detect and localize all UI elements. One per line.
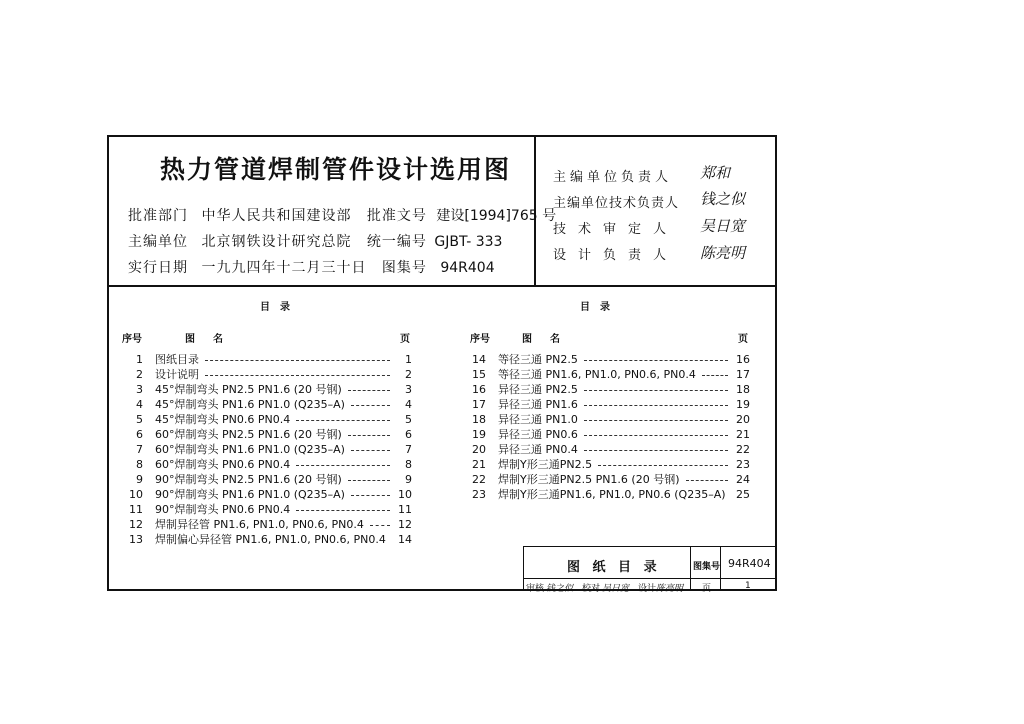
catalog-row — [470, 442, 750, 457]
catalog-row-number: 18 — [472, 413, 486, 426]
leader-dots — [351, 495, 390, 496]
leader-dots — [598, 465, 728, 466]
catalog-row — [127, 367, 412, 382]
leader-dots — [584, 420, 728, 421]
title-block-atlas-label: 图集号 — [693, 562, 721, 572]
catalog-row-number: 4 — [136, 398, 143, 411]
leader-dots — [702, 375, 728, 376]
title-block-vdiv-2 — [720, 546, 721, 591]
leader-dots — [296, 510, 390, 511]
catalog-row — [470, 472, 750, 487]
catalog-row-name: 90°焊制弯头 PN1.6 PN1.0 (Q235–A) — [155, 488, 345, 501]
catalog-row-name: 焊制Y形三通PN2.5 PN1.6 (20 号钢) — [498, 473, 680, 486]
catalog-row-name: 异径三通 PN2.5 — [498, 383, 578, 396]
catalog-row-page: 8 — [405, 458, 412, 471]
header-divider — [108, 285, 776, 287]
catalog-row-name: 图纸目录 — [155, 353, 199, 366]
catalog-row-number: 3 — [136, 383, 143, 396]
catalog-row-number: 9 — [136, 473, 143, 486]
review-label: 审核 — [526, 584, 545, 594]
catalog-row-number: 1 — [136, 353, 143, 366]
catalog-row-name: 焊制异径管 PN1.6, PN1.0, PN0.6, PN0.4 — [155, 518, 364, 531]
catalog-row — [127, 412, 412, 427]
catalog-row — [127, 472, 412, 487]
approval-dept-label: 批准部门 — [128, 208, 188, 224]
leader-dots — [584, 450, 728, 451]
catalog-row-name: 60°焊制弯头 PN0.6 PN0.4 — [155, 458, 291, 471]
title-block-vdiv-1 — [690, 546, 691, 591]
catalog-row-name: 等径三通 PN1.6, PN1.0, PN0.6, PN0.4 — [498, 368, 696, 381]
catalog-row-name: 焊制偏心异径管 PN1.6, PN1.0, PN0.6, PN0.4 — [155, 533, 386, 546]
catalog-row-number: 12 — [129, 518, 143, 531]
design-label: 设计 — [638, 584, 657, 594]
signature-role-1: 主编单位负责人 — [553, 170, 673, 185]
catalog-row — [470, 487, 750, 502]
effective-date-label: 实行日期 — [128, 260, 188, 276]
catalog-row-name: 异径三通 PN1.6 — [498, 398, 578, 411]
signature-role-2: 主编单位技术负责人 — [553, 196, 680, 211]
catalog-row-page: 11 — [398, 503, 412, 516]
catalog-row-page: 24 — [736, 473, 750, 486]
signature-role-4: 设计负责人 — [553, 248, 679, 263]
catalog-row — [470, 382, 750, 397]
catalog-row-name: 异径三通 PN0.4 — [498, 443, 578, 456]
editor-unit-value: 北京钢铁设计研究总院 — [201, 234, 352, 250]
unified-code-label: 统一编号 — [366, 234, 427, 250]
catalog-row-number: 23 — [472, 488, 486, 501]
catalog-row-number: 7 — [136, 443, 143, 456]
catalog-row-page: 5 — [405, 413, 412, 426]
leader-dots — [205, 360, 390, 361]
catalog-row-name: 45°焊制弯头 PN1.6 PN1.0 (Q235–A) — [155, 398, 345, 411]
check-label: 校对 — [582, 584, 601, 594]
catalog-row — [470, 457, 750, 472]
catalog-row-number: 6 — [136, 428, 143, 441]
catalog-row-page: 12 — [398, 518, 412, 531]
catalog-row-page: 14 — [398, 533, 412, 546]
title-block-name: 图 纸 目 录 — [567, 560, 661, 575]
catalog-row-page: 17 — [736, 368, 750, 381]
catalog-row-number: 14 — [472, 353, 486, 366]
page-label: 页 — [702, 584, 712, 594]
catalog-row — [470, 352, 750, 367]
catalog-row-page: 22 — [736, 443, 750, 456]
catalog-row — [470, 412, 750, 427]
catalog-row-page: 7 — [405, 443, 412, 456]
leader-dots — [584, 360, 728, 361]
catalog-row-number: 15 — [472, 368, 486, 381]
approval-dept-value: 中华人民共和国建设部 — [201, 208, 352, 224]
catalog-row-name: 45°焊制弯头 PN2.5 PN1.6 (20 号钢) — [155, 383, 342, 396]
catalog-row-page: 9 — [405, 473, 412, 486]
catalog-row-page: 21 — [736, 428, 750, 441]
approval-line-1 — [128, 205, 556, 225]
catalog-row-number: 2 — [136, 368, 143, 381]
leader-dots — [205, 375, 390, 376]
catalog-row-name: 焊制Y形三通PN2.5 — [498, 458, 593, 471]
catalog-row-page: 20 — [736, 413, 750, 426]
leader-dots — [584, 390, 728, 391]
catalog-row-page: 19 — [736, 398, 750, 411]
signature-1: 郑和 — [700, 164, 731, 182]
col-name-left: 图 名 — [185, 334, 227, 345]
leader-dots — [584, 435, 728, 436]
signature-4: 陈亮明 — [700, 244, 746, 262]
unified-code-value: GJBT- 333 — [434, 234, 503, 250]
catalog-row-page: 18 — [736, 383, 750, 396]
catalog-row-page: 16 — [736, 353, 750, 366]
catalog-row — [127, 352, 412, 367]
page-value: 1 — [745, 581, 751, 591]
catalog-row — [127, 517, 412, 532]
approval-line-3 — [128, 257, 495, 277]
catalog-row-number: 11 — [129, 503, 143, 516]
catalog-row-page: 1 — [405, 353, 412, 366]
leader-dots — [296, 465, 390, 466]
catalog-row-name: 异径三通 PN1.0 — [498, 413, 578, 426]
leader-dots — [296, 420, 390, 421]
catalog-row-number: 19 — [472, 428, 486, 441]
catalog-row — [470, 397, 750, 412]
catalog-row — [470, 427, 750, 442]
catalog-row — [127, 442, 412, 457]
leader-dots — [686, 480, 728, 481]
atlas-no-label: 图集号 — [381, 260, 427, 276]
design-sign: 陈亮明 — [656, 584, 684, 594]
catalog-heading-right: 目 录 — [580, 302, 610, 313]
catalog-row — [470, 367, 750, 382]
approval-doc-label: 批准文号 — [366, 208, 427, 224]
catalog-row-number: 17 — [472, 398, 486, 411]
catalog-row-page: 25 — [736, 488, 750, 501]
catalog-row — [127, 382, 412, 397]
atlas-no-value: 94R404 — [440, 260, 495, 276]
effective-date-value: 一九九四年十二月三十日 — [201, 260, 367, 276]
catalog-row-page: 23 — [736, 458, 750, 471]
leader-dots — [348, 480, 390, 481]
catalog-row-number: 8 — [136, 458, 143, 471]
catalog-row — [127, 532, 412, 547]
catalog-row-page: 10 — [398, 488, 412, 501]
catalog-row — [127, 457, 412, 472]
catalog-row — [127, 502, 412, 517]
catalog-row-page: 3 — [405, 383, 412, 396]
catalog-row — [127, 427, 412, 442]
catalog-row-number: 10 — [129, 488, 143, 501]
signature-3: 吴日宽 — [700, 217, 746, 235]
catalog-row-name: 60°焊制弯头 PN1.6 PN1.0 (Q235–A) — [155, 443, 345, 456]
catalog-row — [127, 397, 412, 412]
catalog-row-number: 20 — [472, 443, 486, 456]
catalog-row-name: 设计说明 — [155, 368, 199, 381]
signature-role-3: 技术审定人 — [553, 222, 679, 237]
catalog-row-number: 13 — [129, 533, 143, 546]
catalog-row-page: 6 — [405, 428, 412, 441]
catalog-heading-left: 目 录 — [260, 302, 290, 313]
catalog-row-name: 60°焊制弯头 PN2.5 PN1.6 (20 号钢) — [155, 428, 342, 441]
approval-line-2 — [128, 231, 502, 251]
check-sign: 吴日宽 — [602, 584, 630, 594]
col-no-left: 序号 — [122, 334, 142, 345]
catalog-row-number: 22 — [472, 473, 486, 486]
col-name-right: 图 名 — [522, 334, 564, 345]
catalog-row-page: 4 — [405, 398, 412, 411]
leader-dots — [351, 450, 390, 451]
catalog-row-name: 异径三通 PN0.6 — [498, 428, 578, 441]
document-title: 热力管道焊制管件设计选用图 — [160, 155, 512, 184]
catalog-row-number: 16 — [472, 383, 486, 396]
catalog-row-name: 90°焊制弯头 PN2.5 PN1.6 (20 号钢) — [155, 473, 342, 486]
editor-unit-label: 主编单位 — [128, 234, 188, 250]
catalog-row-name: 焊制Y形三通PN1.6, PN1.0, PN0.6 (Q235–A) — [498, 488, 726, 501]
col-page-left: 页 — [400, 334, 410, 345]
signature-2: 钱之似 — [700, 190, 746, 208]
col-no-right: 序号 — [470, 334, 490, 345]
title-block-atlas-value: 94R404 — [728, 557, 771, 570]
catalog-row-name: 90°焊制弯头 PN0.6 PN0.4 — [155, 503, 291, 516]
approval-doc-value: 建设[1994]765 号 — [436, 208, 557, 224]
catalog-row-name: 45°焊制弯头 PN0.6 PN0.4 — [155, 413, 291, 426]
leader-dots — [348, 390, 390, 391]
col-page-right: 页 — [738, 334, 748, 345]
catalog-row-number: 21 — [472, 458, 486, 471]
leader-dots — [351, 405, 390, 406]
review-sign: 钱之似 — [546, 584, 574, 594]
title-block-divider — [523, 578, 777, 579]
catalog-row-page: 2 — [405, 368, 412, 381]
leader-dots — [370, 525, 390, 526]
leader-dots — [584, 405, 728, 406]
catalog-row-number: 5 — [136, 413, 143, 426]
catalog-row-name: 等径三通 PN2.5 — [498, 353, 578, 366]
leader-dots — [348, 435, 390, 436]
catalog-row — [127, 487, 412, 502]
